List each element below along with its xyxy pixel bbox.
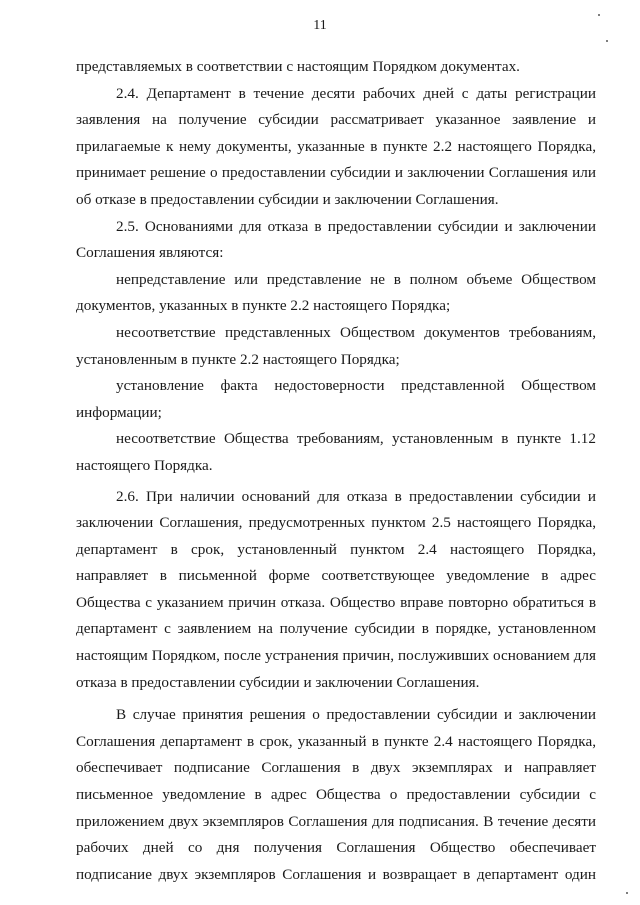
text-line: несоответствие представленных Обществом документов требованиям, [116,323,596,341]
text-line: установление факта недостоверности представленной Обществом [116,377,596,395]
text-line: направляет в письменной форме соответствующее уведомление в адрес [76,567,596,585]
text-line: несоответствие Общества требованиям, установленным в пункте 1.12 [116,430,596,448]
text-line: Соглашения департамент в срок, указанный в пункте 2.4 настоящего Порядка, [76,732,596,750]
text-line: департамент с заявлением на получение субсидии в порядке, установленном [76,620,596,638]
text-line: Соглашения являются: [76,244,224,262]
text-line: представляемых в соответствии с настоящим Порядком документах. [76,58,520,75]
text-line: рабочих дней со дня получения Соглашения Общество обеспечивает [76,839,596,857]
text-line: обеспечивает подписание Соглашения в двух экземплярах и направляет [76,759,596,777]
text-line: настоящим Порядком, после устранения причин, послуживших основанием для [76,647,596,665]
text-line: настоящего Порядка. [76,456,213,474]
text-line: документов, указанных в пункте 2.2 настоящего Порядка; [76,297,451,315]
text-line: Общества с указанием причин отказа. Общество вправе повторно обратиться в [76,593,596,611]
text-line: заключении Соглашения, предусмотренных пунктом 2.5 настоящего Порядка, [76,514,596,532]
text-line: непредставление или представление не в полном объеме Обществом [116,270,596,288]
scan-speck [626,892,628,894]
text-line: информации; [76,403,162,421]
text-line: подписание двух экземпляров Соглашения и возвращает в департамент один [76,865,596,883]
text-line: отказа в предоставлении субсидии и заключении Соглашения. [76,673,480,691]
document-body [76,54,596,888]
text-line: об отказе в предоставлении субсидии и заключении Соглашения. [76,190,499,208]
text-line: заявления на получение субсидии рассматривает указанное заявление и [76,111,596,129]
text-line: В случае принятия решения о предоставлении субсидии и заключении [116,706,596,724]
text-line: 2.4. Департамент в течение десяти рабочих дней с даты регистрации [116,84,596,102]
text-line: 2.5. Основаниями для отказа в предоставлении субсидии и заключении [116,217,596,235]
page-number: 11 [313,18,327,33]
text-line: принимает решение о предоставлении субсидии и заключении Соглашения или [76,164,596,182]
text-line: прилагаемые к нему документы, указанные в пункте 2.2 настоящего Порядка, [76,137,596,155]
text-line: департамент в срок, установленный пунктом 2.4 настоящего Порядка, [76,540,596,558]
text-line: приложением двух экземпляров Соглашения для подписания. В течение десяти [76,812,596,830]
text-line: письменное уведомление в адрес Общества о предоставлении субсидии с [76,786,596,804]
scan-speck [598,14,600,16]
scan-speck [606,40,608,42]
text-line: 2.6. При наличии оснований для отказа в предоставлении субсидии и [116,487,596,505]
text-line: установленным в пункте 2.2 настоящего Порядка; [76,350,400,368]
